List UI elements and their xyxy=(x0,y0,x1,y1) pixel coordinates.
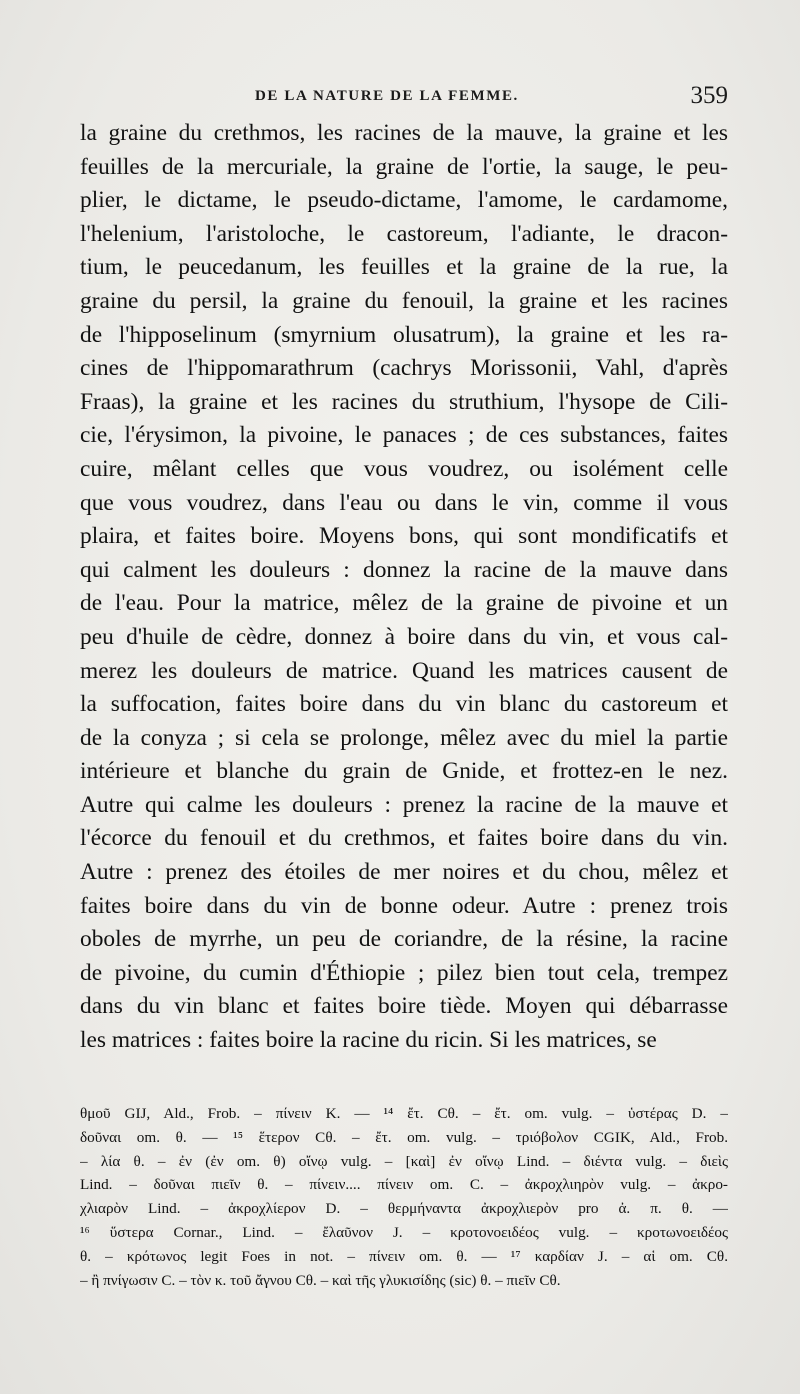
text-line: Autre : prenez des étoiles de mer noires et du chou, mêlez et xyxy=(80,859,728,886)
text-line: de l'eau. Pour la matrice, mêlez de la graine de pivoine et un xyxy=(80,590,728,617)
text-line: plier, le dictame, le pseudo-dictame, l'amome, le cardamome, xyxy=(80,187,728,214)
running-head xyxy=(80,84,728,114)
text-line: de l'hipposelinum (smyrnium olusatrum), la graine et les ra- xyxy=(80,321,728,348)
text-line: qui calment les douleurs : donnez la racine de la mauve dans xyxy=(80,556,728,583)
footnote-line: χλιαρὸν Lind. – ἀκροχλίερον D. – θερμήναντα ἀκροχλιερὸν pro ἀ. π. θ. — xyxy=(80,1200,728,1218)
footnote-line: θμοῦ GIJ, Ald., Frob. – πίνειν K. — ¹⁴ ἔτ. Cθ. – ἔτ. om. vulg. – ὑστέρας D. – xyxy=(80,1105,728,1122)
text-line: de pivoine, du cumin d'Éthiopie ; pilez bien tout cela, trempez xyxy=(80,959,728,986)
text-line: l'helenium, l'aristoloche, le castoreum, l'adiante, le dracon- xyxy=(80,220,728,247)
running-title: DE LA NATURE DE LA FEMME. xyxy=(255,88,519,104)
footnote-line: θ. – κρότωνος legit Foes in not. – πίνειν om. θ. — ¹⁷ καρδίαν J. – αἱ om. Cθ. xyxy=(80,1247,728,1265)
page-number: 359 xyxy=(690,82,728,109)
text-line: Fraas), la graine et les racines du struthium, l'hysope de Cili- xyxy=(80,388,728,415)
text-line: la graine du crethmos, les racines de la mauve, la graine et les xyxy=(80,120,728,146)
text-line: cuire, mêlant celles que vous voudrez, ou isolément celle xyxy=(80,455,728,482)
footnote-line: ¹⁶ ὕστερα Cornar., Lind. – ἔλαῦνον J. – κροτονοειδέος vulg. – κροτωνοειδέος xyxy=(80,1223,728,1241)
footnote-line: δοῦναι om. θ. — ¹⁵ ἕτερον Cθ. – ἔτ. om. vulg. – τριόβολον CGIK, Ald., Frob. xyxy=(80,1128,728,1146)
text-line: la suffocation, faites boire dans du vin blanc du castoreum et xyxy=(80,691,728,718)
text-line: dans du vin blanc et faites boire tiède. Moyen qui débarrasse xyxy=(80,993,728,1020)
text-line: faites boire dans du vin de bonne odeur. Autre : prenez trois xyxy=(80,892,728,919)
footnote-line: – λία θ. – ἐν (ἐν om. θ) οἴνῳ vulg. – [καὶ] ἐν οἴνῳ Lind. – διέντα vulg. – διεὶς xyxy=(80,1152,728,1170)
text-line: graine du persil, la graine du fenouil, la graine et les racines xyxy=(80,287,728,314)
text-line: cie, l'érysimon, la pivoine, le panaces ; de ces substances, faites xyxy=(80,422,728,449)
footnote-line: – ἢ πνίγωσιν C. – τὸν κ. τοῦ ἄγνου Cθ. – καὶ τῆς γλυκισίδης (sic) θ. – πιεῖν Cθ. xyxy=(80,1271,561,1289)
main-text xyxy=(80,117,728,1058)
text-line: peu d'huile de cèdre, donnez à boire dans du vin, et vous cal- xyxy=(80,623,728,650)
text-line: tium, le peucedanum, les feuilles et la graine de la rue, la xyxy=(80,254,728,281)
footnotes xyxy=(80,1102,728,1292)
footnote-line: Lind. – δοῦναι πιεῖν θ. – πίνειν.... πίνειν om. C. – ἀκροχλιηρὸν vulg. – ἀκρο- xyxy=(80,1176,728,1194)
text-line: cines de l'hippomarathrum (cachrys Morissonii, Vahl, d'après xyxy=(80,355,728,382)
text-line: les matrices : faites boire la racine du ricin. Si les matrices, se xyxy=(80,1027,657,1054)
text-line: plaira, et faites boire. Moyens bons, qui sont mondificatifs et xyxy=(80,523,728,550)
text-line: que vous voudrez, dans l'eau ou dans le vin, comme il vous xyxy=(80,489,728,516)
text-line: merez les douleurs de matrice. Quand les matrices causent de xyxy=(80,657,728,684)
text-line: oboles de myrrhe, un peu de coriandre, de la résine, la racine xyxy=(80,926,728,953)
text-line: feuilles de la mercuriale, la graine de l'ortie, la sauge, le peu- xyxy=(80,153,728,180)
text-line: Autre qui calme les douleurs : prenez la racine de la mauve et xyxy=(80,791,728,818)
text-line: l'écorce du fenouil et du crethmos, et faites boire dans du vin. xyxy=(80,825,728,852)
text-line: intérieure et blanche du grain de Gnide, et frottez-en le nez. xyxy=(80,758,728,785)
text-line: de la conyza ; si cela se prolonge, mêlez avec du miel la partie xyxy=(80,724,728,751)
